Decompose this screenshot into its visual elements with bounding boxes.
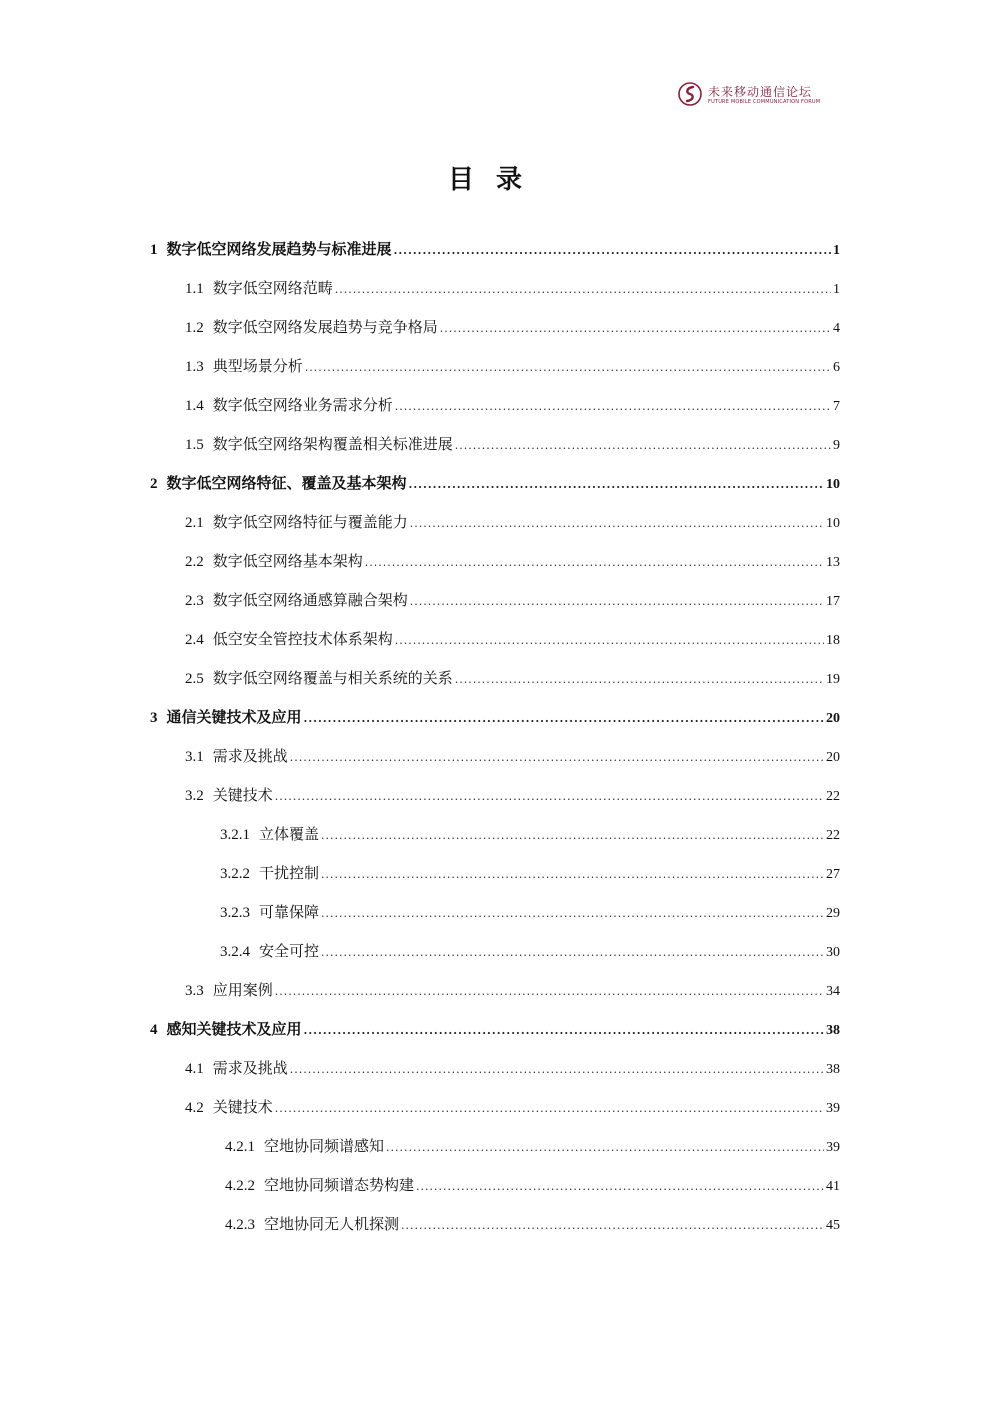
toc-entry-page-number: 38 <box>826 1062 840 1077</box>
toc-entry[interactable] <box>185 979 840 1001</box>
toc-entry-number: 2.2 <box>185 554 204 570</box>
toc-entry-label: 数字低空网络特征、覆盖及基本架构 <box>166 474 407 492</box>
toc-dot-leader <box>335 279 831 301</box>
toc-entry-number: 1.4 <box>185 398 204 414</box>
toc-entry-number: 3.2.1 <box>220 827 250 843</box>
toc-entry-label: 数字低空网络发展趋势与标准进展 <box>166 240 392 258</box>
toc-dot-leader <box>455 435 831 457</box>
toc-entry[interactable] <box>150 472 840 494</box>
toc-entry-label: 关键技术 <box>212 1098 273 1116</box>
toc-entry-label: 关键技术 <box>212 786 273 804</box>
toc-dot-leader <box>410 591 824 613</box>
toc-entry-number: 3.2.2 <box>220 866 250 882</box>
toc-entry-number: 3.2.3 <box>220 905 250 921</box>
toc-entry-label: 空地协同无人机探测 <box>264 1215 400 1233</box>
toc-entry-label: 感知关键技术及应用 <box>166 1020 302 1038</box>
toc-entry-page-number: 17 <box>826 594 840 609</box>
toc-entry-page-number: 22 <box>826 789 840 804</box>
toc-entry-page-number: 38 <box>826 1023 840 1038</box>
logo-english-name: FUTURE MOBILE COMMUNICATION FORUM <box>708 99 821 105</box>
toc-dot-leader <box>365 552 824 574</box>
toc-entry-label: 数字低空网络覆盖与相关系统的关系 <box>212 669 453 687</box>
toc-entry[interactable] <box>220 862 840 884</box>
toc-entry-number: 1.2 <box>185 320 204 336</box>
toc-entry-number: 1.5 <box>185 437 204 453</box>
toc-entry[interactable] <box>225 1135 840 1157</box>
toc-entry-page-number: 13 <box>826 555 840 570</box>
toc-entry-number: 2.3 <box>185 593 204 609</box>
toc-dot-leader <box>321 903 824 925</box>
toc-entry-page-number: 6 <box>833 360 840 375</box>
toc-entry-label: 数字低空网络特征与覆盖能力 <box>212 513 408 531</box>
toc-entry[interactable] <box>185 745 840 767</box>
toc-entry[interactable] <box>185 1057 840 1079</box>
toc-entry-number: 4.2 <box>185 1100 204 1116</box>
toc-entry[interactable] <box>185 667 840 689</box>
toc-dot-leader <box>440 318 831 340</box>
toc-entry-page-number: 39 <box>826 1101 840 1116</box>
toc-entry-page-number: 39 <box>826 1140 840 1155</box>
toc-entry[interactable] <box>185 277 840 299</box>
toc-entry-page-number: 19 <box>826 672 840 687</box>
toc-entry-label: 立体覆盖 <box>259 825 320 843</box>
toc-entry[interactable] <box>185 628 840 650</box>
toc-dot-leader <box>321 942 824 964</box>
toc-entry[interactable] <box>185 589 840 611</box>
toc-entry[interactable] <box>225 1213 840 1235</box>
toc-entry-label: 空地协同频谱感知 <box>264 1137 385 1155</box>
toc-entry-number: 4.2.1 <box>225 1139 255 1155</box>
toc-entry[interactable] <box>150 706 840 728</box>
toc-entry[interactable] <box>220 823 840 845</box>
toc-entry-page-number: 20 <box>826 711 840 726</box>
toc-entry-number: 3 <box>150 710 158 726</box>
toc-entry[interactable] <box>150 238 840 260</box>
toc-entry-label: 典型场景分析 <box>212 357 303 375</box>
toc-entry-label: 数字低空网络架构覆盖相关标准进展 <box>212 435 453 453</box>
toc-entry[interactable] <box>220 940 840 962</box>
toc-entry-label: 低空安全管控技术体系架构 <box>212 630 393 648</box>
toc-entry-label: 通信关键技术及应用 <box>166 708 302 726</box>
toc-entry-page-number: 29 <box>826 906 840 921</box>
toc-entry-label: 数字低空网络基本架构 <box>212 552 363 570</box>
toc-dot-leader <box>394 240 831 262</box>
toc-entry[interactable] <box>225 1174 840 1196</box>
toc-entry-page-number: 30 <box>826 945 840 960</box>
toc-entry[interactable] <box>220 901 840 923</box>
toc-entry[interactable] <box>185 316 840 338</box>
toc-entry[interactable] <box>185 550 840 572</box>
toc-dot-leader <box>416 1176 824 1198</box>
toc-entry-label: 数字低空网络通感算融合架构 <box>212 591 408 609</box>
logo-chinese-name: 未来移动通信论坛 <box>708 85 813 99</box>
toc-entry-page-number: 10 <box>826 477 840 492</box>
toc-entry-label: 安全可控 <box>259 942 320 960</box>
toc-entry-number: 1.1 <box>185 281 204 297</box>
forum-logo-icon <box>678 82 702 106</box>
toc-dot-leader <box>386 1137 824 1159</box>
toc-dot-leader <box>275 786 824 808</box>
toc-entry-page-number: 1 <box>833 282 840 297</box>
toc-entry-page-number: 1 <box>833 243 840 258</box>
toc-dot-leader <box>455 669 824 691</box>
toc-entry-page-number: 27 <box>826 867 840 882</box>
toc-entry-number: 4.1 <box>185 1061 204 1077</box>
toc-entry-number: 2.1 <box>185 515 204 531</box>
toc-entry-label: 需求及挑战 <box>212 1059 288 1077</box>
toc-dot-leader <box>321 864 824 886</box>
toc-entry[interactable] <box>185 355 840 377</box>
toc-entry-number: 3.3 <box>185 983 204 999</box>
toc-entry-label: 干扰控制 <box>259 864 320 882</box>
toc-entry-label: 需求及挑战 <box>212 747 288 765</box>
toc-entry-number: 4.2.3 <box>225 1217 255 1233</box>
toc-entry-page-number: 34 <box>826 984 840 999</box>
toc-entry-number: 4.2.2 <box>225 1178 255 1194</box>
toc-dot-leader <box>409 474 824 496</box>
toc-dot-leader <box>290 747 824 769</box>
toc-entry-page-number: 7 <box>833 399 840 414</box>
toc-entry[interactable] <box>150 1018 840 1040</box>
toc-dot-leader <box>395 630 824 652</box>
toc-entry-label: 空地协同频谱态势构建 <box>264 1176 415 1194</box>
toc-entry-label: 数字低空网络范畴 <box>212 279 333 297</box>
toc-dot-leader <box>305 357 831 379</box>
toc-entry-page-number: 18 <box>826 633 840 648</box>
toc-dot-leader <box>395 396 831 418</box>
toc-dot-leader <box>304 708 824 730</box>
toc-entry-number: 4 <box>150 1022 158 1038</box>
toc-entry[interactable] <box>185 433 840 455</box>
toc-entry-page-number: 4 <box>833 321 840 336</box>
toc-entry-number: 3.2 <box>185 788 204 804</box>
toc-entry-number: 2.4 <box>185 632 204 648</box>
toc-dot-leader <box>304 1020 824 1042</box>
toc-entry-number: 2.5 <box>185 671 204 687</box>
toc-dot-leader <box>401 1215 824 1237</box>
toc-entry-number: 3.2.4 <box>220 944 250 960</box>
toc-entry-page-number: 9 <box>833 438 840 453</box>
toc-entry[interactable] <box>185 511 840 533</box>
toc-entry-page-number: 45 <box>826 1218 840 1233</box>
toc-dot-leader <box>275 1098 824 1120</box>
toc-entry-number: 1.3 <box>185 359 204 375</box>
toc-entry-number: 3.1 <box>185 749 204 765</box>
forum-logo <box>678 80 828 110</box>
toc-entry-number: 1 <box>150 242 158 258</box>
toc-dot-leader <box>275 981 824 1003</box>
toc-entry[interactable] <box>185 394 840 416</box>
toc-entry-label: 数字低空网络业务需求分析 <box>212 396 393 414</box>
toc-entry-page-number: 41 <box>826 1179 840 1194</box>
toc-entry-number: 2 <box>150 476 158 492</box>
toc-entry-page-number: 20 <box>826 750 840 765</box>
page-title: 目录 <box>447 165 544 195</box>
toc-dot-leader <box>321 825 824 847</box>
toc-dot-leader <box>290 1059 824 1081</box>
toc-entry-label: 应用案例 <box>212 981 273 999</box>
toc-entry-label: 可靠保障 <box>259 903 320 921</box>
toc-entry[interactable] <box>185 784 840 806</box>
toc-entry-page-number: 22 <box>826 828 840 843</box>
toc-entry-page-number: 10 <box>826 516 840 531</box>
toc-dot-leader <box>410 513 824 535</box>
toc-entry-label: 数字低空网络发展趋势与竞争格局 <box>212 318 438 336</box>
toc-entry[interactable] <box>185 1096 840 1118</box>
